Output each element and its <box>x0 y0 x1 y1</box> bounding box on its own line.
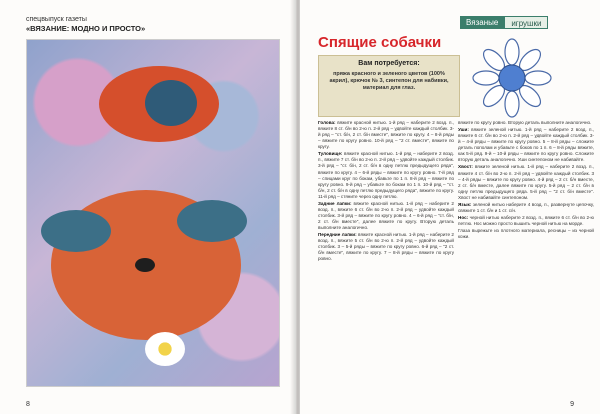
paragraph: Нос: черной нитью наберите 2 возд. п., вяжите 6 ст. б/н во 2-ю петлю. Нос можно просто вышить черной нитью на морде. <box>458 214 594 226</box>
daisy-flower <box>145 332 185 366</box>
magazine-title: «ВЯЗАНИЕ: МОДНО И ПРОСТО» <box>26 24 146 33</box>
paragraph: Передние лапки: вяжите красной нитью. 1-й ряд – наберите 2 возд. п., вяжите 5 ст. б/н во 2-ю п. 2-й ряд – удвойте каждый столбик. 3 – 5-й ряды – вяжите по кругу ровно. 6-й ряд – "2 ст. б/н вместе", вяжите по кругу. 7 – 8-й ряды – вяжите по кругу ровно. <box>318 232 454 262</box>
kicker: спецвыпуск газеты <box>26 16 87 23</box>
page-number-right: 9 <box>570 401 574 408</box>
paragraph: вяжите по кругу ровно. Вторую деталь выполните аналогично. <box>458 120 592 125</box>
paragraph: Глаза вырежьте из плотного материала, ресницы – из черной кожи. <box>458 228 594 240</box>
flower-icon <box>472 38 552 118</box>
paragraph: Хвост: вяжите зеленой нитью. 1-й ряд – наберите 2 возд. п., вяжите 4 ст. б/н во 2-ю п. 2-й ряд – удвойте каждый столбик. 3 – 4-й ряды – вяжите по кругу ровно. 4-й ряд – 2 ст. б/н вместе, 2 ст. б/н вместе, далее вяжите по кругу. 5-й ряд – 2 ст. б/н в одну петлю предыдущего ряда. 5-й ряд – "2 ст. б/н вместе". Хвост не набивайте синтепоном. <box>458 164 594 200</box>
paragraph: Задние лапки: вяжите красной нитью. 1-й ряд – наберите 2 возд. п., вяжите 6 ст. б/н во 2-ю п. 2-й ряд – удвойте каждый столбик. 3-й ряд – вяжите по кругу ровно. 4 – 6-й ряд – "ст. б/н, 2 ст. б/н вместе", далее вяжите по кругу. Вторую деталь выполните аналогично. <box>318 200 454 231</box>
tag-light: игрушки <box>504 16 548 29</box>
materials-box <box>318 55 460 117</box>
left-page <box>0 0 296 414</box>
dog-ear-left <box>41 210 111 252</box>
instructions-column-1 <box>318 120 454 263</box>
dog-head-top <box>145 80 197 126</box>
page-number-left: 8 <box>26 401 30 408</box>
crochet-dogs-photo <box>26 39 280 387</box>
dog-ear-right <box>177 200 247 242</box>
paragraph: Уши: вяжите зеленой нитью. 1-й ряд – наберите 2 возд. п., вяжите 6 ст. б/н во 2-ю п. 2-й ряд – удвойте каждый столбик. 3-й – 4-й ряды – вяжите по кругу ровно. 5 – 8-й ряды – сложите деталь пополам и убавьте с боков по 1 п. 6 – 8-й ряды вяжите, как 5-й ряд. 9-й – 10-й ряды – вяжите по кругу ровно. Сложите вторую деталь аналогично. Уши синтепоном не набивайте. <box>458 127 594 163</box>
tag-dark: Вязаные <box>460 16 504 29</box>
materials-text: пряжа красного и зеленого цветов (100% акрил), крючок № 3, синтепон для набивки, материал для глаз. <box>329 71 449 92</box>
section-tag <box>460 16 548 29</box>
right-page <box>300 0 600 414</box>
instructions-column-2 <box>458 120 594 241</box>
dog-nose <box>135 258 155 272</box>
paragraph: Туловище: вяжите красной нитью. 1-й ряд – наберите 2 возд. п., вяжите 7 ст. б/н во 2-ю п. 2-й ряд – удвойте каждый столбик. 3-й ряд – "ст. б/н, 2 ст. б/н в одну петлю предыдущего ряда", вяжите по кругу. 4 – 6-й ряды – вяжите по кругу ровно. 7-й ряд – спицами круг по бокам, убавьте по 1 п. 8-й ряд – вяжите по кругу ровно. 9-й ряд – убавьте по бокам по 1 п. 10-й ряд – "ст. б/н, 2 ст. б/н в одну петлю предыдущего ряда", вяжите по кругу. 11-й ряд – стяните через одну петлю. <box>318 151 454 199</box>
article-heading: Спящие собачки <box>318 34 442 51</box>
paragraph: Голова: вяжите красной нитью. 1-й ряд – наберите 2 возд. п., вяжите 8 ст. б/н во 2-ю п. 2-й ряд – удвойте каждый столбик. 3-й ряд – "ст. б/н, 2 ст. б/н вместе", вяжите по кругу. 4 – 8-й ряды – вяжите по кругу ровно. 10-й ряд – "2 ст. вместе", вяжите по кругу. <box>318 120 454 150</box>
materials-title: Вам потребуется: <box>358 60 420 67</box>
paragraph: Язык: зеленой нитью наберите 4 возд. п., развернуте цепочку, свяжите 1 ст. б/н и 1 ст. с/н. <box>458 201 594 213</box>
